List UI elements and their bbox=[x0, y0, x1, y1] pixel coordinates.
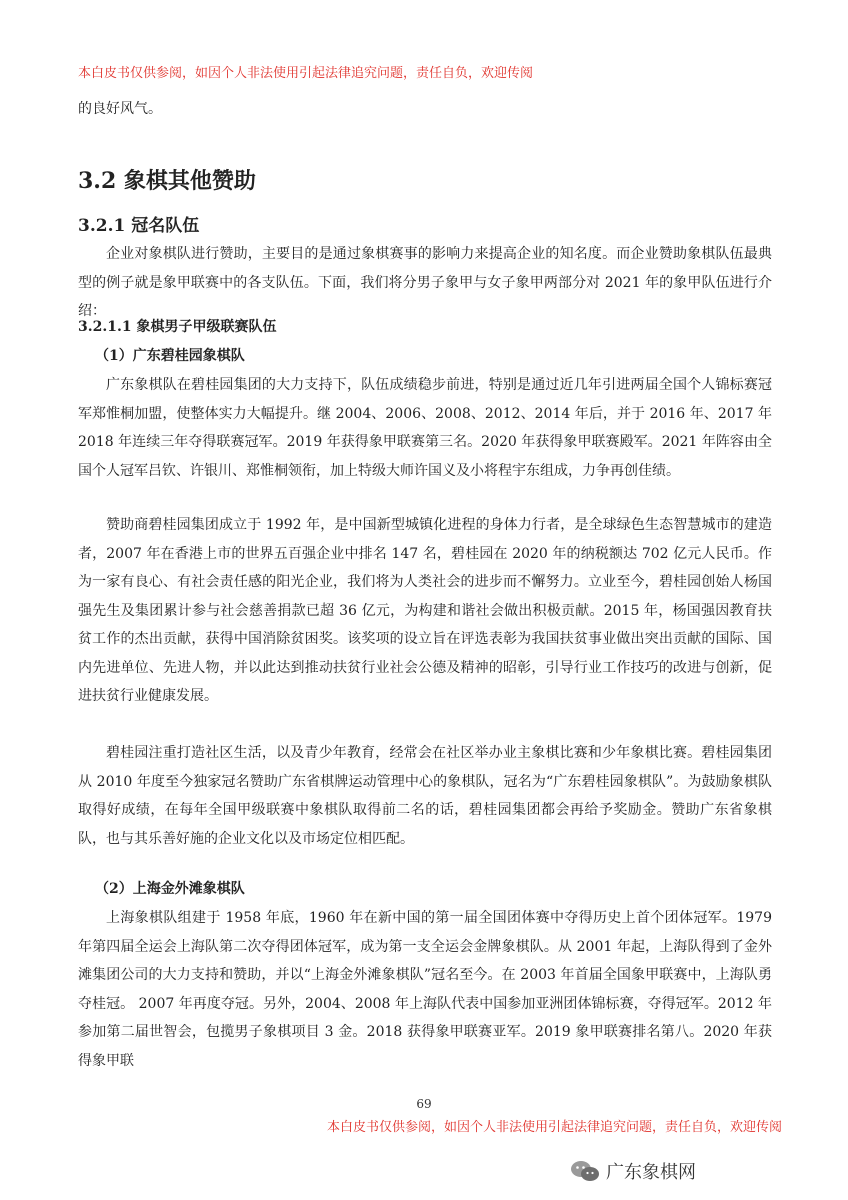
watermark bbox=[570, 1156, 696, 1186]
subsubsection-title: 3.2.1.1 象棋男子甲级联赛队伍 bbox=[78, 319, 277, 335]
team-heading-guangdong: （1）广东碧桂园象棋队 bbox=[95, 348, 245, 364]
paragraph-guangdong-sponsor: 赞助商碧桂园集团成立于 1992 年，是中国新型城镇化进程的身体力行者，是全球绿色生态智慧城市的建造者，2007 年在香港上市的世界五百强企业中排名 147 名，碧桂园在 2020 年的纳税额达 702 亿元人民币。作为一家有良心、有社会责任感的阳光企业，我们将为人类社会的进步而不懈努力。立业至今，碧桂园创始人杨国强先生及集团累计参与社会慈善捐款已超 36 亿元，为构建和谐社会做出积极贡献。2015 年，杨国强因教育扶贫工作的杰出贡献，获得中国消除贫困奖。该奖项的设立旨在评选表彰为我国扶贫事业做出突出贡献的国际、国内先进单位、先进人物，并以此达到推动扶贫行业社会公德及精神的昭彰，引导行业工作技巧的改进与创新，促进扶贫行业健康发展。 bbox=[78, 517, 772, 704]
paragraph-guangdong-community: 碧桂园注重打造社区生活，以及青少年教育，经常会在社区举办业主象棋比赛和少年象棋比赛。碧桂园集团从 2010 年度至今独家冠名赞助广东省棋牌运动管理中心的象棋队，冠名为“广东碧桂园象棋队”。为鼓励象棋队取得好成绩，在每年全国甲级联赛中象棋队取得前二名的话，碧桂园集团都会再给予奖励金。赞助广东省象棋队，也与其乐善好施的企业文化以及市场定位相匹配。 bbox=[78, 745, 772, 847]
carry-over-text: 的良好风气。 bbox=[78, 101, 162, 117]
team-heading-shanghai: （2）上海金外滩象棋队 bbox=[95, 881, 245, 897]
footer-disclaimer: 本白皮书仅供参阅，如因个人非法使用引起法律追究问题，责任自负，欢迎传阅 bbox=[326, 1120, 782, 1135]
header-disclaimer: 本白皮书仅供参阅，如因个人非法使用引起法律追究问题，责任自负，欢迎传阅 bbox=[78, 66, 534, 81]
subsection-title: 3.2.1 冠名队伍 bbox=[78, 216, 200, 236]
watermark-text: 广东象棋网 bbox=[606, 1162, 696, 1183]
paragraph-guangdong-history: 广东象棋队在碧桂园集团的大力支持下，队伍成绩稳步前进，特别是通过近几年引进两届全国个人锦标赛冠军郑惟桐加盟，使整体实力大幅提升。继 2004、2006、2008、2012、2014 年后，并于 2016 年、2017 年 2018 年连续三年夺得联赛冠军。2019 年获得象甲联赛第三名。2020 年获得象甲联赛殿军。2021 年阵容由全国个人冠军吕钦、许银川、郑惟桐领衔，加上特级大师许国义及小将程宇东组成，力争再创佳绩。 bbox=[78, 377, 772, 479]
section-title: 3.2 象棋其他赞助 bbox=[78, 168, 256, 194]
wechat-icon bbox=[570, 1160, 600, 1182]
paragraph-shanghai-history: 上海象棋队组建于 1958 年底，1960 年在新中国的第一届全国团体赛中夺得历史上首个团体冠军。1979 年第四届全运会上海队第二次夺得团体冠军，成为第一支全运会金牌象棋队。从 2001 年起，上海队得到了金外滩集团公司的大力支持和赞助，并以“上海金外滩象棋队”冠名至今。在 2003 年首届全国象甲联赛中，上海队勇夺桂冠。 2007 年再度夺冠。另外，2004、2008 年上海队代表中国参加亚洲团体锦标赛，夺得冠军。2012 年参加第二届世智会，包揽男子象棋项目 3 金。2018 获得象甲联赛亚军。2019 象甲联赛排名第八。2020 年获得象甲联 bbox=[78, 910, 772, 1069]
page-number: 69 bbox=[416, 1097, 432, 1111]
intro-paragraph: 企业对象棋队进行赞助，主要目的是通过象棋赛事的影响力来提高企业的知名度。而企业赞助象棋队伍最典型的例子就是象甲联赛中的各支队伍。下面，我们将分男子象甲与女子象甲两部分对 2021 年的象甲队伍进行介绍： bbox=[78, 246, 772, 319]
